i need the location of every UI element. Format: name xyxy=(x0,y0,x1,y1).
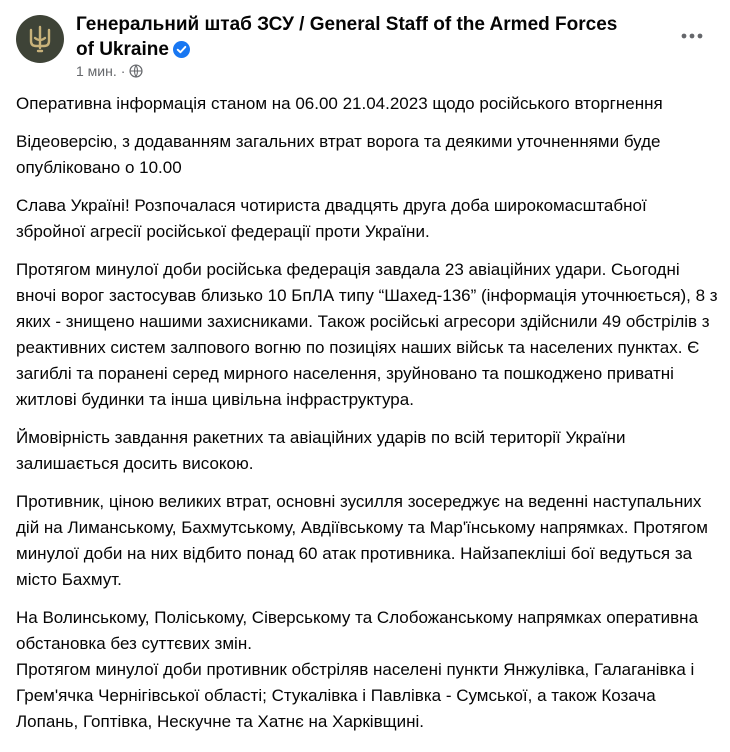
post-paragraph: Протягом минулої доби російська федерація завдала 23 авіаційних удари. Сьогодні вночі ворог застосував близько 10 БпЛА типу “Шахед-136” (інформація уточнюється), 8 з яких - знищено нашими захисниками. Також російські агресори здійснили 49 обстрілів з реактивних систем залпового вогню по позиціях наших військ та населених пунктах. Є загиблі та поранені серед мирного населення, зруйновано та пошкоджено приватні житлові будинки та інша цивільна інфраструктура. xyxy=(16,260,718,409)
post-timestamp[interactable]: 1 мин. xyxy=(76,63,117,79)
post-paragraph: Протягом минулої доби противник обстріляв населені пункти Янжулівка, Галаганівка і Грем'ячка Чернігівської області; Стукалівка і Павлівка - Сумської, а також Козача Лопань, Гоптівка, Нескучне та Хатнє на Харківщині. xyxy=(16,660,695,731)
author-name-text[interactable]: Генеральний штаб ЗСУ / General Staff of the Armed Forces of Ukraine xyxy=(76,14,618,60)
post-paragraph: Слава Україні! Розпочалася чотириста двадцять друга доба широкомасштабної збройної агресії російської федерації проти України. xyxy=(16,196,647,241)
trident-emblem-icon xyxy=(25,24,55,54)
post-paragraph: Відеоверсію, з додаванням загальних втрат ворога та деякими уточненнями буде опубліковано о 10.00 xyxy=(16,132,661,177)
author-name[interactable] xyxy=(76,12,636,65)
more-options-icon xyxy=(681,33,703,39)
post-meta xyxy=(76,62,143,80)
verified-badge-icon xyxy=(173,40,190,65)
avatar[interactable] xyxy=(16,15,64,63)
post-paragraph: Ймовірність завдання ракетних та авіаційних ударів по всій території України залишається досить високою. xyxy=(16,428,626,473)
meta-separator: · xyxy=(120,63,126,79)
post-body xyxy=(16,91,720,747)
post-paragraph: Оперативна інформація станом на 06.00 21.04.2023 щодо російського вторгнення xyxy=(16,94,663,113)
post-header xyxy=(16,8,714,84)
more-options-button[interactable] xyxy=(674,18,710,54)
post-paragraph: На Волинському, Поліському, Сіверському та Слобожанському напрямках оперативна обстановка без суттєвих змін. xyxy=(16,608,699,653)
globe-icon[interactable] xyxy=(129,64,143,78)
post-paragraph: Противник, ціною великих втрат, основні зусилля зосереджує на веденні наступальних дій на Лиманському, Бахмутському, Авдіївському та Мар'їнському напрямках. Протягом минулої доби на них відбито понад 60 атак противника. Найзапекліші бої ведуться за місто Бахмут. xyxy=(16,492,708,589)
